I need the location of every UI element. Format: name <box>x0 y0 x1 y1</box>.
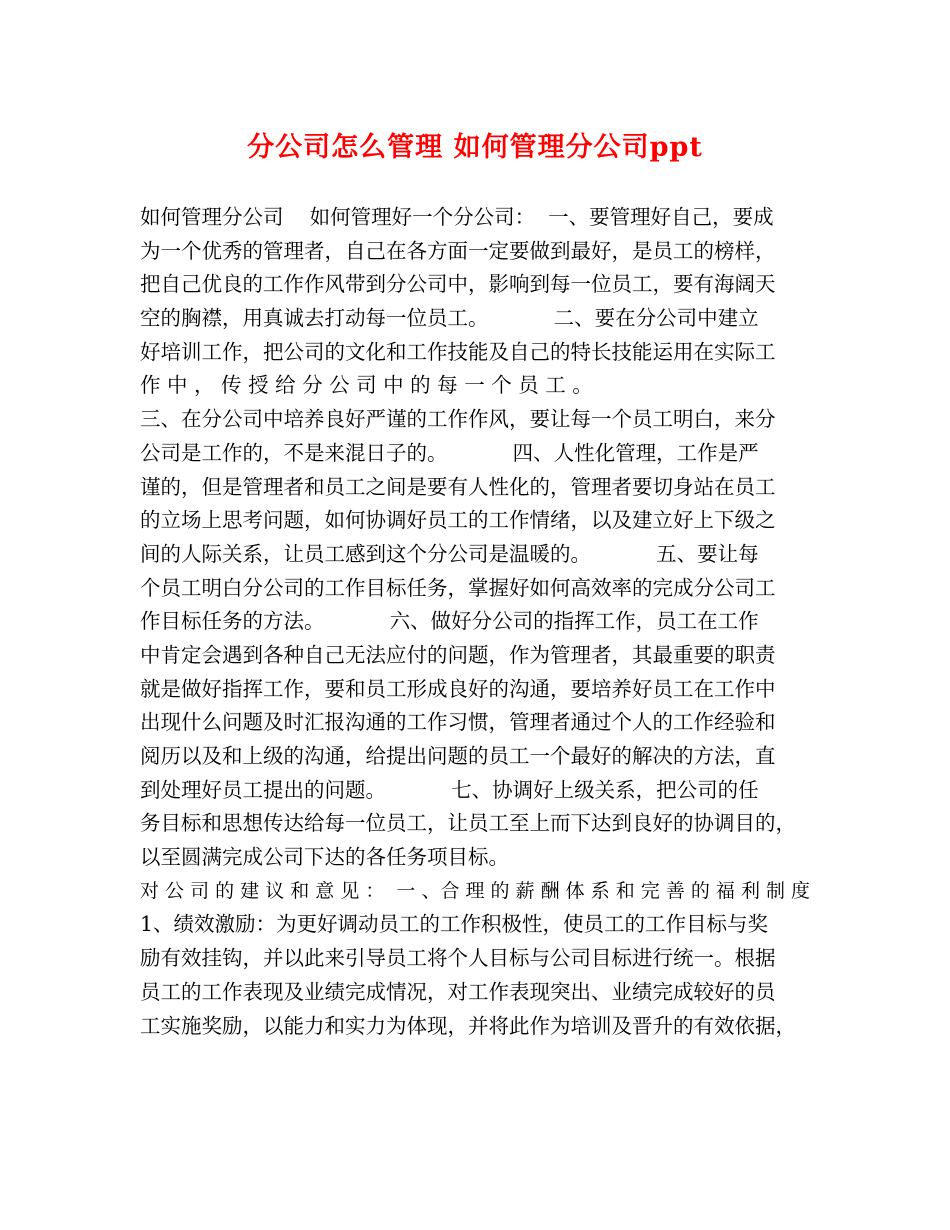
text-line: 中肯定会遇到各种自己无法应付的问题，作为管理者，其最重要的职责 <box>140 642 776 667</box>
text-line: 工实施奖励，以能力和实力为体现，并将此作为培训及晋升的有效依据， <box>140 1013 796 1038</box>
text-line: 务目标和思想传达给每一位员工，让员工至上而下达到良好的协调目的， <box>140 811 796 836</box>
text-line: 个员工明白分公司的工作目标任务，掌握好如何高效率的完成分公司工 <box>140 575 776 600</box>
text-line: 出现什么问题及时汇报沟通的工作习惯，管理者通过个人的工作经验和 <box>140 710 776 735</box>
text-line: 到处理好员工提出的问题。 七、协调好上级关系，把公司的任 <box>140 777 759 802</box>
text-line: 间的人际关系，让员工感到这个分公司是温暖的。 五、要让每 <box>140 541 759 566</box>
text-line: 把自己优良的工作作风带到分公司中，影响到每一位员工，要有海阔天 <box>140 272 776 297</box>
text-line: 对 公 司 的 建 议 和 意 见 ： 一 、合 理 的 薪 酬 体 系 和 完 善 的 福 利 制 度 <box>140 879 811 902</box>
text-line: 就是做好指挥工作，要和员工形成良好的沟通，要培养好员工在工作中 <box>140 676 776 701</box>
text-line: 作 中 ， 传 授 给 分 公 司 中 的 每 一 个 员 工 。 <box>140 373 593 398</box>
text-line: 公司是工作的，不是来混日子的。 四、人性化管理，工作是严 <box>140 440 759 465</box>
text-line: 作目标任务的方法。 六、做好分公司的指挥工作，员工在工作 <box>140 609 759 634</box>
document-body <box>140 201 820 1043</box>
text-line: 员工的工作表现及业绩完成情况，对工作表现突出、业绩完成较好的员 <box>140 979 776 1004</box>
document-title: 分公司怎么管理 如何管理分公司ppt <box>247 132 703 163</box>
text-line: 空的胸襟，用真诚去打动每一位员工。 二、要在分公司中建立 <box>140 306 759 331</box>
text-line: 为一个优秀的管理者，自己在各方面一定要做到最好，是员工的榜样， <box>140 238 776 263</box>
text-line: 如何管理分公司 如何管理好一个分公司： 一、要管理好自己，要成 <box>140 205 774 229</box>
text-line: 谨的，但是管理者和员工之间是要有人性化的，管理者要切身站在员工 <box>140 474 776 499</box>
text-line: 的立场上思考问题，如何协调好员工的工作情绪，以及建立好上下级之 <box>140 508 776 533</box>
text-line: 以至圆满完成公司下达的各任务项目标。 <box>140 845 509 870</box>
text-line: 1、绩效激励：为更好调动员工的工作积极性，使员工的工作目标与奖 <box>140 912 769 937</box>
text-line: 三、在分公司中培养良好严谨的工作作风，要让每一个员工明白，来分 <box>140 407 776 432</box>
text-line: 励有效挂钩，并以此来引导员工将个人目标与公司目标进行统一。根据 <box>140 946 776 971</box>
text-line: 好培训工作，把公司的文化和工作技能及自己的特长技能运用在实际工 <box>140 339 776 364</box>
text-line: 阅历以及和上级的沟通，给提出问题的员工一个最好的解决的方法，直 <box>140 744 776 768</box>
